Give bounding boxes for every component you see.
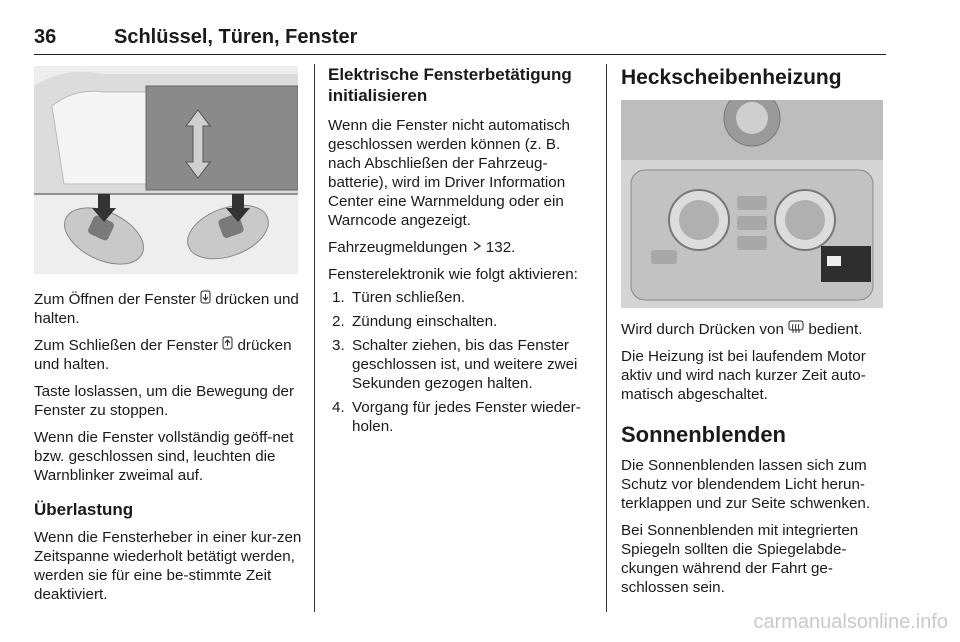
text-close-b: drücken und halten. (34, 337, 292, 373)
sunvisor-heading: Sonnenblenden (621, 422, 786, 447)
step-list (328, 288, 590, 436)
rear-defrost-icon (788, 320, 804, 339)
text-operated-b: bedient. (808, 321, 863, 338)
text-open-b: drücken und halten. (34, 291, 299, 327)
page-reference[interactable]: 132. (485, 239, 516, 256)
text-vehicle-messages: Fahrzeugmeldungen (328, 239, 468, 256)
paragraph-overload: Wenn die Fensterheber in einer kur-zen Zeitspanne wiederholt betätigt werden, werden sie für eine be-stimmte Zeit deaktiviert. (34, 529, 302, 603)
climate-control-photo (621, 100, 883, 308)
column-divider-2 (606, 64, 607, 612)
window-open-icon (200, 290, 211, 309)
paragraph-open (34, 290, 304, 328)
window-close-icon (222, 336, 233, 355)
step-number: 2. (332, 313, 345, 330)
column-left (34, 290, 304, 612)
step-number: 3. (332, 337, 345, 354)
page-ref-icon (472, 238, 482, 257)
page-header (34, 26, 886, 55)
step-number: 1. (332, 289, 345, 306)
paragraph-sunvisor: Die Sonnenblenden lassen sich zum Schutz vor blendendem Licht herun-terklappen und zur Seite schwenken. (621, 457, 871, 512)
list-item (328, 312, 590, 331)
paragraph-vehicle-messages (328, 238, 590, 257)
column-divider-1 (314, 64, 315, 612)
list-item (328, 288, 590, 307)
paragraph-release: Taste loslassen, um die Bewegung der Fenster zu stoppen. (34, 383, 295, 419)
list-item (328, 336, 590, 393)
paragraph-activate: Fensterelektronik wie folgt aktivieren: (328, 266, 578, 283)
column-middle (328, 64, 590, 441)
section-title: Schlüssel, Türen, Fenster (114, 26, 358, 48)
text-open-a: Zum Öffnen der Fenster (34, 291, 196, 308)
paragraph-mirror: Bei Sonnenblenden mit integrierten Spiegeln sollten die Spiegelabde-ckungen während der Fahrt ge-schlossen sein. (621, 522, 859, 596)
step-text: Vorgang für jedes Fenster wieder-holen. (352, 399, 581, 435)
page-number: 36 (34, 26, 57, 48)
step-text: Schalter ziehen, bis das Fenster geschlossen ist, und weitere zwei Sekunden gezogen halten. (352, 337, 578, 392)
init-heading: Elektrische Fensterbetätigung initialisieren (328, 65, 572, 105)
paragraph-heating: Die Heizung ist bei laufendem Motor aktiv und wird nach kurzer Zeit auto-matisch abgeschaltet. (621, 348, 866, 403)
paragraph-hazard: Wenn die Fenster vollständig geöff-net bzw. geschlossen sind, leuchten die Warnblinker zweimal auf. (34, 429, 294, 484)
list-item (328, 398, 590, 436)
watermark: carmanualsonline.info (753, 611, 948, 633)
text-operated-a: Wird durch Drücken von (621, 321, 784, 338)
paragraph-init-intro: Wenn die Fenster nicht automatisch geschlossen werden können (z. B. nach Abschließen der Fahrzeug-batterie), wird im Driver Information Center eine Warnmeldung oder ein Warncode angezeigt. (328, 117, 570, 229)
paragraph-operated (621, 320, 891, 339)
overload-heading: Überlastung (34, 500, 134, 519)
paragraph-close (34, 336, 304, 374)
step-text: Türen schließen. (352, 289, 466, 306)
step-number: 4. (332, 399, 345, 416)
text-close-a: Zum Schließen der Fenster (34, 337, 219, 354)
column-right (621, 320, 891, 605)
rear-defrost-heading: Heckscheibenheizung (621, 66, 842, 89)
step-text: Zündung einschalten. (352, 313, 498, 330)
window-switch-illustration (34, 66, 298, 274)
